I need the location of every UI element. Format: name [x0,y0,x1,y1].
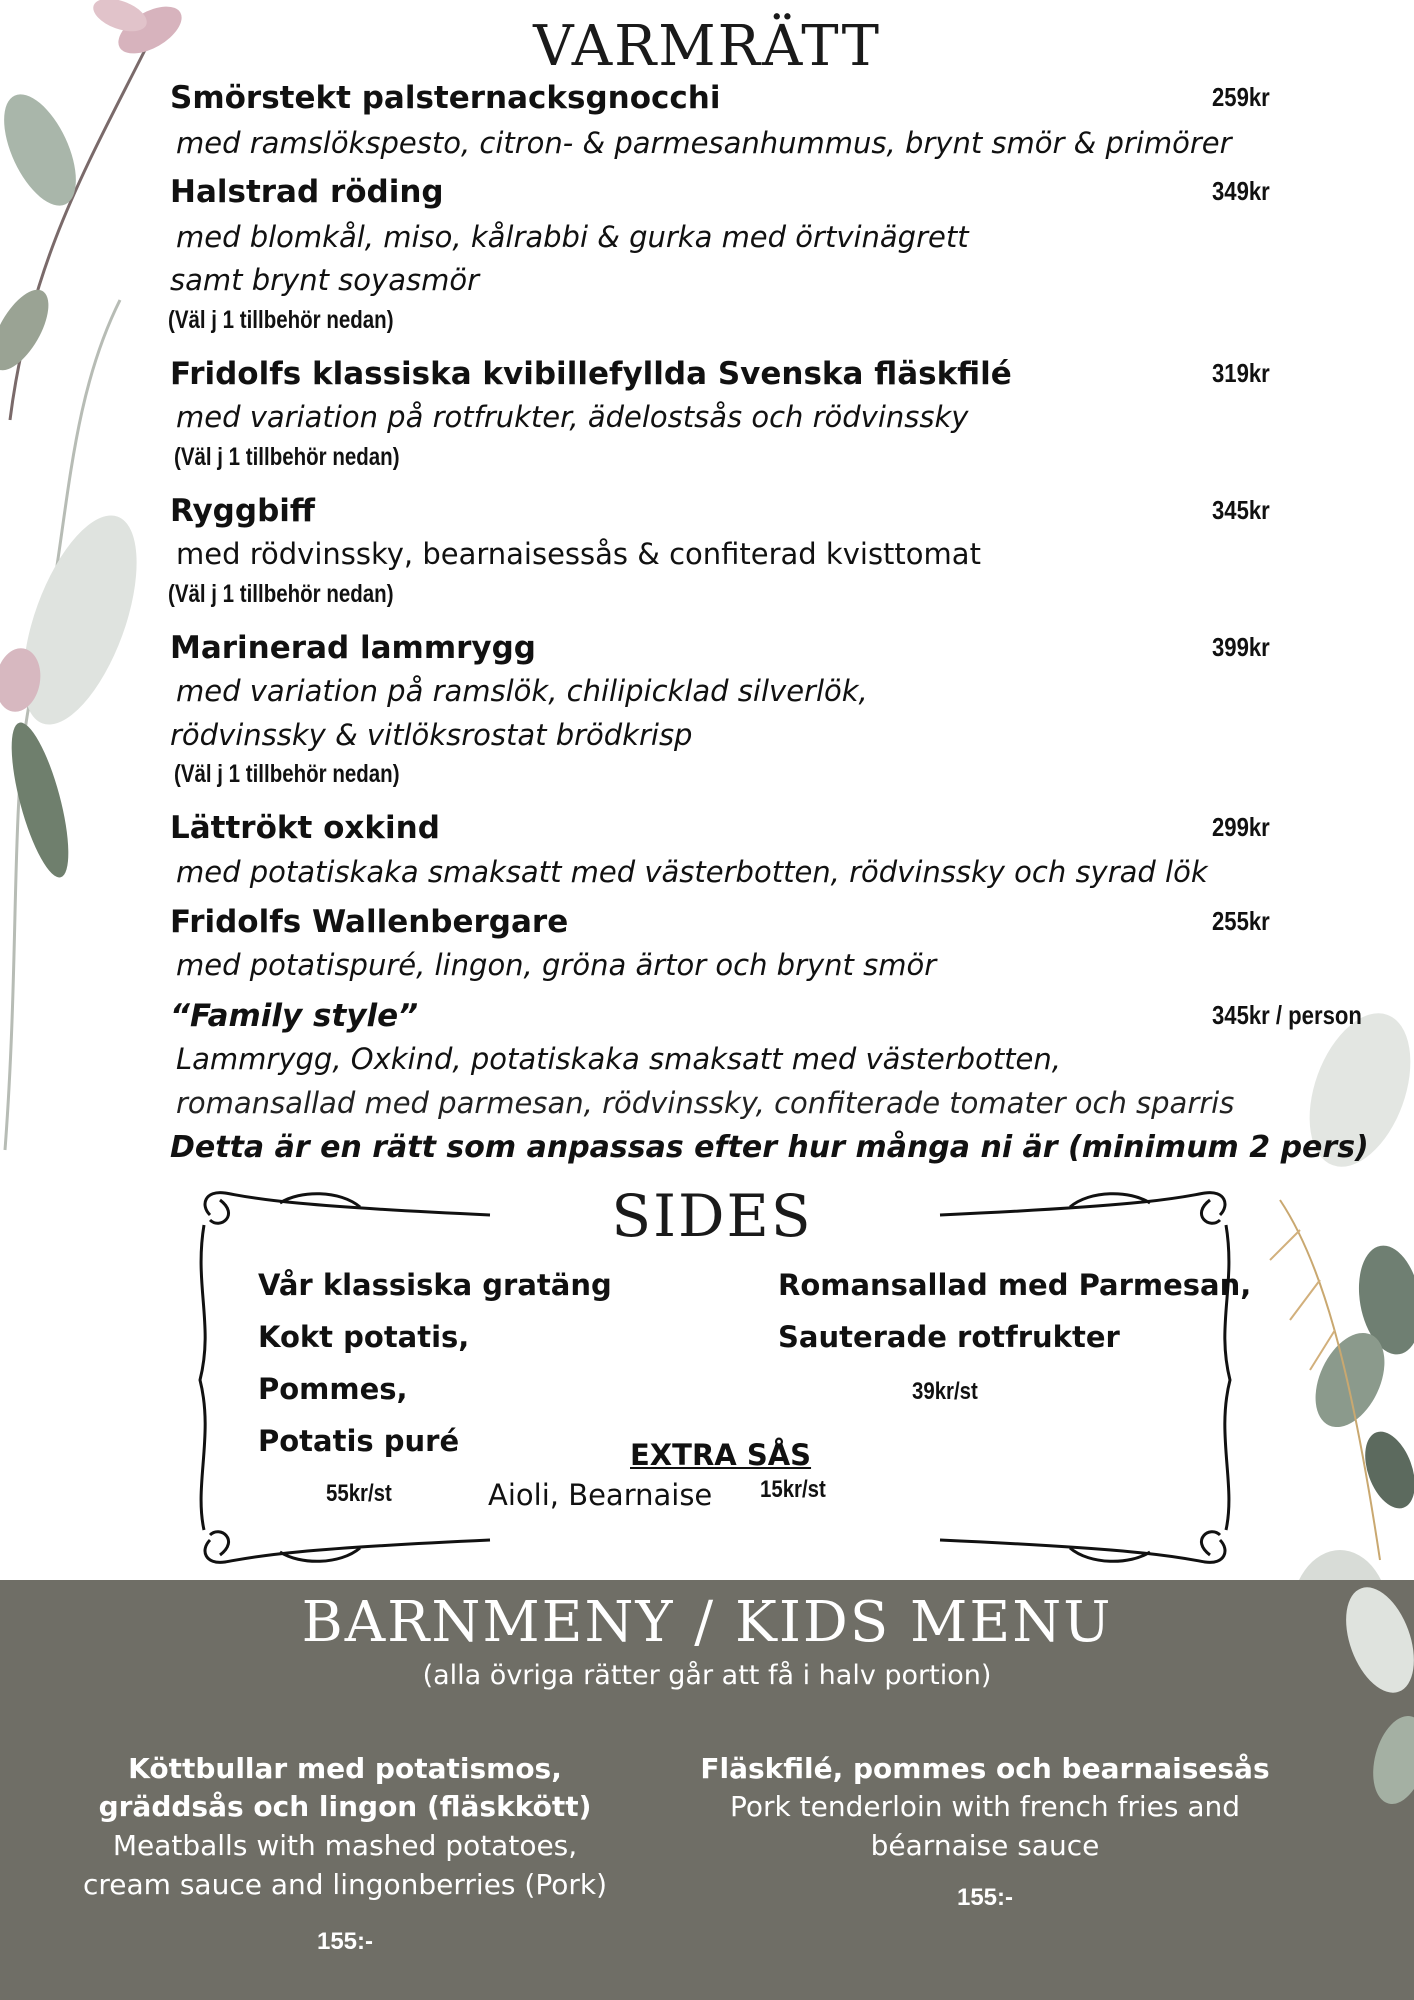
dish-price: 345kr [1212,495,1270,525]
side-item: Potatis puré [258,1424,460,1458]
kids-dish-english: cream sauce and lingonberries (Pork) [82,1868,607,1901]
dish-name: Fridolfs klassiska kvibillefyllda Svenska fläskfilé [170,356,1012,392]
dish-price: 255kr [1212,906,1270,936]
dish-description: romansallad med parmesan, rödvinssky, confiterade tomater och sparris [176,1086,1235,1120]
side-note: (Väl j 1 tillbehör nedan) [168,306,394,334]
dish-name: Fridolfs Wallenbergare [170,904,569,940]
dish-name: Ryggbiff [170,493,315,529]
dish-description: med variation på rotfrukter, ädelostsås och rödvinssky [176,400,969,434]
kids-subheading: (alla övriga rätter går att få i halv portion) [422,1660,992,1691]
sides-left-price: 55kr/st [326,1480,392,1507]
kids-dish-title: Fläskfilé, pommes och bearnaisesås [700,1752,1270,1785]
sides-heading: SIDES [611,1182,813,1250]
dish-description: med rödvinssky, bearnaisessås & confiterad kvisttomat [176,537,981,571]
kids-dish-title: gräddsås och lingon (fläskkött) [98,1790,592,1823]
dish-name: Smörstekt palsternacksgnocchi [170,80,721,116]
side-item: Kokt potatis, [258,1320,470,1354]
side-note: (Väl j 1 tillbehör nedan) [168,580,394,608]
extra-sauce-price: 15kr/st [760,1476,826,1503]
side-item: Sauterade rotfrukter [778,1320,1120,1354]
dish-description: med potatispuré, lingon, gröna ärtor och brynt smör [176,948,937,982]
dish-name: Lättrökt oxkind [170,810,440,846]
extra-sauce-items: Aioli, Bearnaise [488,1478,713,1512]
side-item: Vår klassiska gratäng [258,1268,612,1302]
dish-description: samt brynt soyasmör [170,263,479,297]
kids-dish-english: béarnaise sauce [870,1829,1100,1862]
kids-dish-title: Köttbullar med potatismos, [128,1752,562,1785]
dish-price: 259kr [1212,82,1270,112]
dish-price: 299kr [1212,812,1270,842]
dish-description: med blomkål, miso, kålrabbi & gurka med örtvinägrett [176,220,969,254]
dish-description: rödvinssky & vitlöksrostat brödkrisp [170,718,693,752]
dish-name: Marinerad lammrygg [170,630,536,666]
kids-dish-price: 155:- [316,1928,374,1955]
dish-price: 349kr [1212,176,1270,206]
side-note: (Väl j 1 tillbehör nedan) [174,443,400,471]
side-item: Pommes, [258,1372,408,1406]
dish-price: 345kr / person [1212,1000,1362,1030]
kids-dish-english: Pork tenderloin with french fries and [729,1790,1241,1823]
family-style-note: Detta är en rätt som anpassas efter hur många ni är (minimum 2 pers) [170,1130,1369,1165]
dish-description: med ramslökspesto, citron- & parmesanhummus, brynt smör & primörer [176,126,1232,160]
kids-heading: BARNMENY / KIDS MENU [301,1590,1113,1655]
dish-description: Lammrygg, Oxkind, potatiskaka smaksatt med västerbotten, [176,1042,1061,1076]
sides-right-price: 39kr/st [912,1378,978,1405]
main-heading: VARMRÄTT [533,14,881,79]
side-note: (Väl j 1 tillbehör nedan) [174,760,400,788]
kids-dish-english: Meatballs with mashed potatoes, [112,1829,578,1862]
dish-name: “Family style” [170,998,419,1034]
dish-description: med potatiskaka smaksatt med västerbotten, rödvinssky och syrad lök [176,855,1208,889]
extra-sauce-heading: EXTRA SÅS [630,1438,812,1472]
kids-dish-price: 155:- [956,1884,1014,1911]
dish-price: 399kr [1212,632,1270,662]
dish-price: 319kr [1212,358,1270,388]
dish-description: med variation på ramslök, chilipicklad silverlök, [176,674,868,708]
side-item: Romansallad med Parmesan, [778,1268,1252,1302]
dish-name: Halstrad röding [170,174,444,210]
